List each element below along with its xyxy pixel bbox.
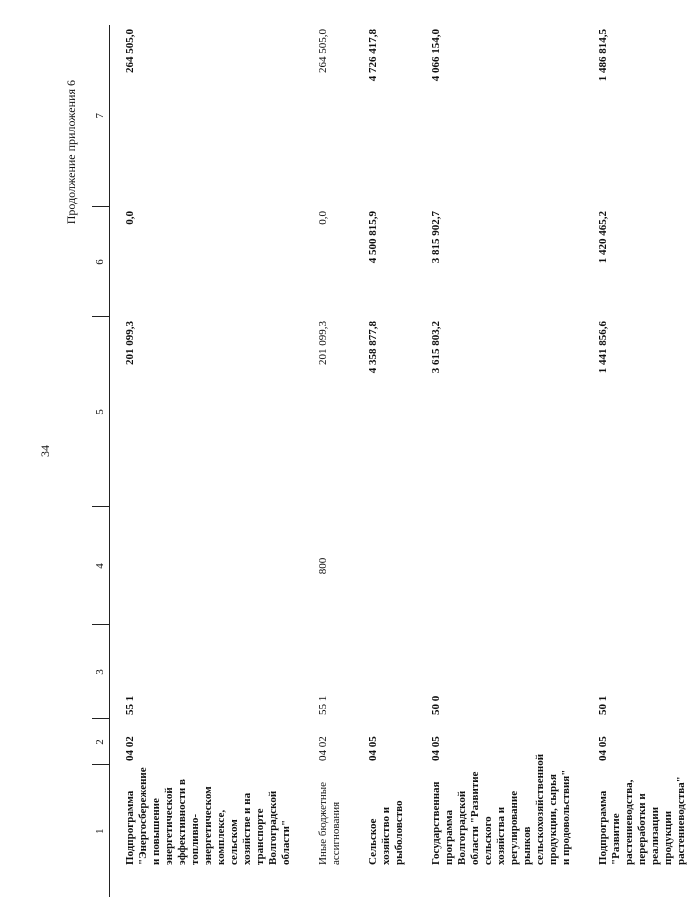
target-code: 55 1 bbox=[317, 695, 329, 715]
row-name: Иные бюджетные ассигнования bbox=[317, 781, 342, 865]
amount-col7: 264 505,0 bbox=[317, 29, 329, 73]
column-header: 7 bbox=[92, 25, 110, 207]
expense-type bbox=[583, 507, 698, 625]
expense-type: 800 bbox=[317, 557, 329, 575]
table-row bbox=[303, 25, 353, 897]
table-row bbox=[416, 25, 583, 897]
section-code: 04 05 bbox=[430, 736, 442, 761]
target-code: 50 0 bbox=[430, 695, 442, 715]
column-header: 5 bbox=[92, 317, 110, 507]
row-name: Государственная программа Волгоградской области "Развитие сельского хозяйства и регулирование рынков сельскохозяйственной продукции, сырья и продовольствия" bbox=[430, 753, 572, 865]
section-code: 04 02 bbox=[124, 736, 136, 761]
expense-type bbox=[110, 507, 304, 625]
continuation-label: Продолжение приложения 6 bbox=[64, 80, 78, 225]
amount-col5: 1 441 856,6 bbox=[597, 321, 609, 374]
column-header: 1 bbox=[92, 765, 110, 897]
column-header: 3 bbox=[92, 625, 110, 719]
page-number: 34 bbox=[38, 445, 52, 457]
row-name: Подпрограмма "Развитие растениеводства, переработки и реализации продукции растениеводства" bbox=[597, 776, 687, 865]
amount-col7: 1 486 814,5 bbox=[597, 29, 609, 82]
section-code: 04 05 bbox=[367, 736, 379, 761]
table-row bbox=[110, 25, 304, 897]
amount-col6: 3 815 902,7 bbox=[430, 211, 442, 264]
budget-table bbox=[92, 25, 698, 897]
amount-col7: 4 066 154,0 bbox=[430, 29, 442, 82]
amount-col6: 0,0 bbox=[317, 211, 329, 225]
section-code: 04 02 bbox=[317, 736, 329, 761]
amount-col7: 4 726 417,8 bbox=[367, 29, 379, 82]
amount-col5: 201 099,3 bbox=[317, 321, 329, 365]
column-header: 2 bbox=[92, 719, 110, 765]
column-header: 6 bbox=[92, 207, 110, 317]
amount-col5: 4 358 877,8 bbox=[367, 321, 379, 374]
row-name: Подпрограмма "Энергосбережение и повышение энергетической эффективности в топливно-энергетическом комплексе, сельском хозяйстве и на транспорте Волгоградской области" bbox=[124, 767, 292, 865]
section-code: 04 05 bbox=[597, 736, 609, 761]
row-name: Сельское хозяйство и рыболовство bbox=[367, 800, 405, 865]
expense-type bbox=[416, 507, 583, 625]
amount-col6: 4 500 815,9 bbox=[367, 211, 379, 264]
target-code: 55 1 bbox=[124, 695, 136, 715]
amount-col6: 0,0 bbox=[124, 211, 136, 225]
amount-col5: 201 099,3 bbox=[124, 321, 136, 365]
amount-col6: 1 420 465,2 bbox=[597, 211, 609, 264]
column-header: 4 bbox=[92, 507, 110, 625]
column-number-row bbox=[92, 25, 110, 897]
target-code: 50 1 bbox=[597, 695, 609, 715]
table-row bbox=[353, 25, 416, 897]
amount-col5: 3 615 803,2 bbox=[430, 321, 442, 374]
expense-type bbox=[353, 507, 416, 625]
target-code bbox=[353, 625, 416, 719]
table-row bbox=[583, 25, 698, 897]
amount-col7: 264 505,0 bbox=[124, 29, 136, 73]
